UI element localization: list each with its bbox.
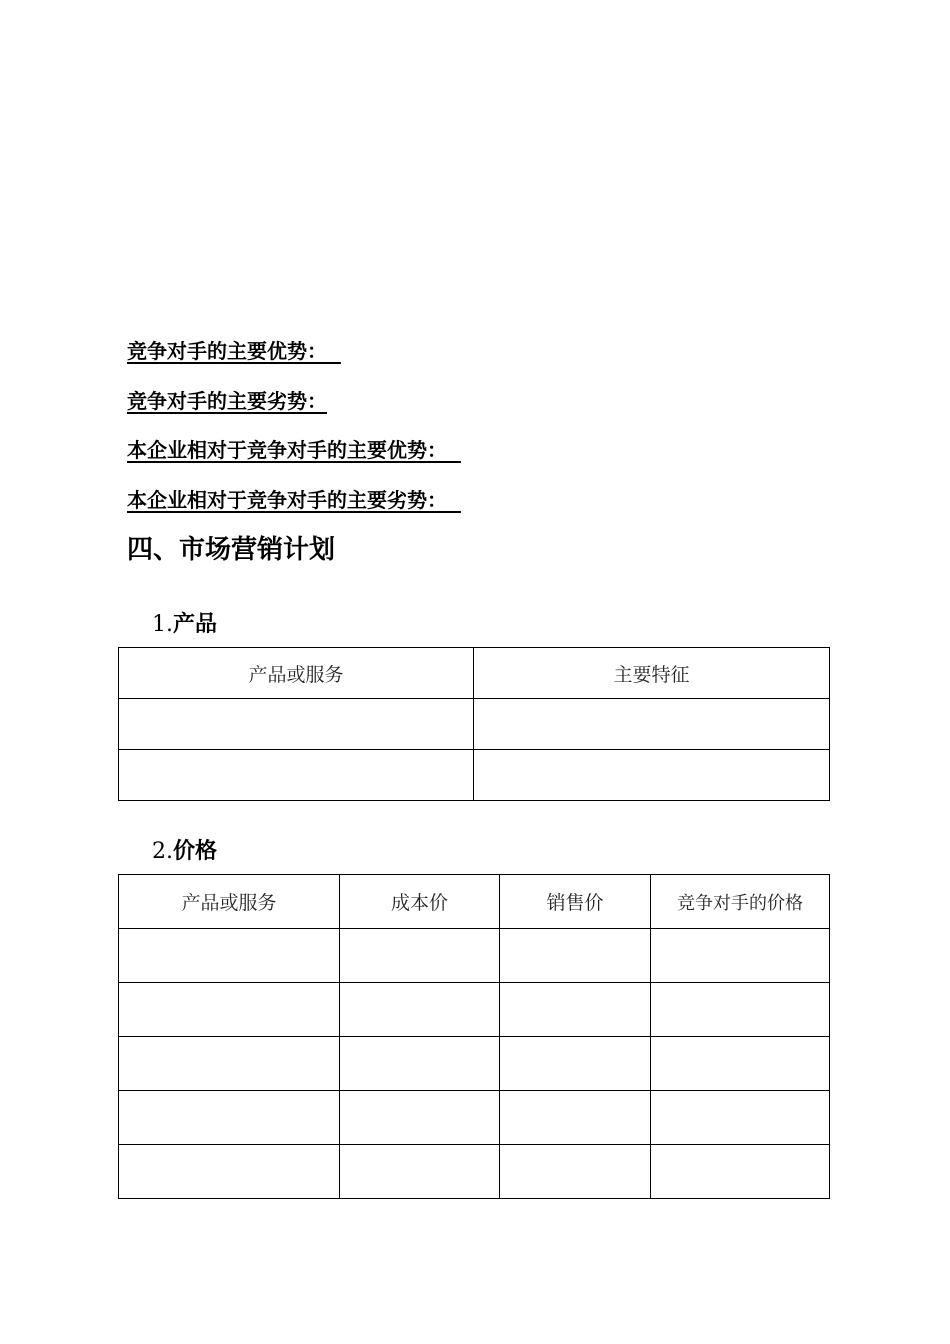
table-header-row [119,875,830,929]
table-cell[interactable] [119,750,474,801]
header-cell-competitor-price: 竞争对手的价格 [651,875,830,929]
table-cell[interactable] [340,1037,500,1091]
table-cell[interactable] [500,929,651,983]
competitor-weaknesses-label: 竞争对手的主要劣势： [127,389,327,413]
product-table [118,647,830,801]
table-cell[interactable] [119,983,340,1037]
table-cell[interactable] [340,1145,500,1199]
header-cell-product-or-service: 产品或服务 [119,875,340,929]
section-title: 四、市场营销计划 [127,535,336,565]
table-cell[interactable] [119,1091,340,1145]
table-cell[interactable] [500,1091,651,1145]
company-strengths-line [127,438,461,462]
product-number: 1. [152,612,173,637]
table-row [119,1091,830,1145]
header-cell-sale-price: 销售价 [500,875,651,929]
table-cell[interactable] [474,699,830,750]
competitor-strengths-line [127,339,341,363]
table-cell[interactable] [474,750,830,801]
table-cell[interactable] [119,1037,340,1091]
table-cell[interactable] [340,983,500,1037]
table-cell[interactable] [119,1145,340,1199]
table-cell[interactable] [651,983,830,1037]
header-cell-product-or-service: 产品或服务 [119,648,474,699]
table-header-row [119,648,830,699]
table-cell[interactable] [500,983,651,1037]
table-cell[interactable] [340,1091,500,1145]
table-cell[interactable] [500,1037,651,1091]
table-cell[interactable] [651,929,830,983]
competitor-strengths-label: 竞争对手的主要优势： [127,339,327,363]
header-cell-cost-price: 成本价 [340,875,500,929]
price-label: 价格 [173,839,218,864]
price-table [118,874,830,1199]
company-weaknesses-line [127,488,461,512]
company-strengths-label: 本企业相对于竞争对手的主要优势： [127,438,447,462]
header-cell-main-features: 主要特征 [474,648,830,699]
table-cell[interactable] [119,929,340,983]
product-label: 产品 [173,612,218,637]
table-cell[interactable] [340,929,500,983]
table-cell[interactable] [651,1145,830,1199]
table-row [119,1145,830,1199]
table-row [119,750,830,801]
table-cell[interactable] [651,1037,830,1091]
table-row [119,983,830,1037]
table-row [119,929,830,983]
table-cell[interactable] [119,699,474,750]
table-cell[interactable] [500,1145,651,1199]
table-cell[interactable] [651,1091,830,1145]
price-number: 2. [152,839,173,864]
product-subheading [152,611,217,639]
competitor-weaknesses-line [127,389,327,413]
price-subheading [152,838,217,866]
company-weaknesses-label: 本企业相对于竞争对手的主要劣势： [127,488,447,512]
table-row [119,699,830,750]
table-row [119,1037,830,1091]
